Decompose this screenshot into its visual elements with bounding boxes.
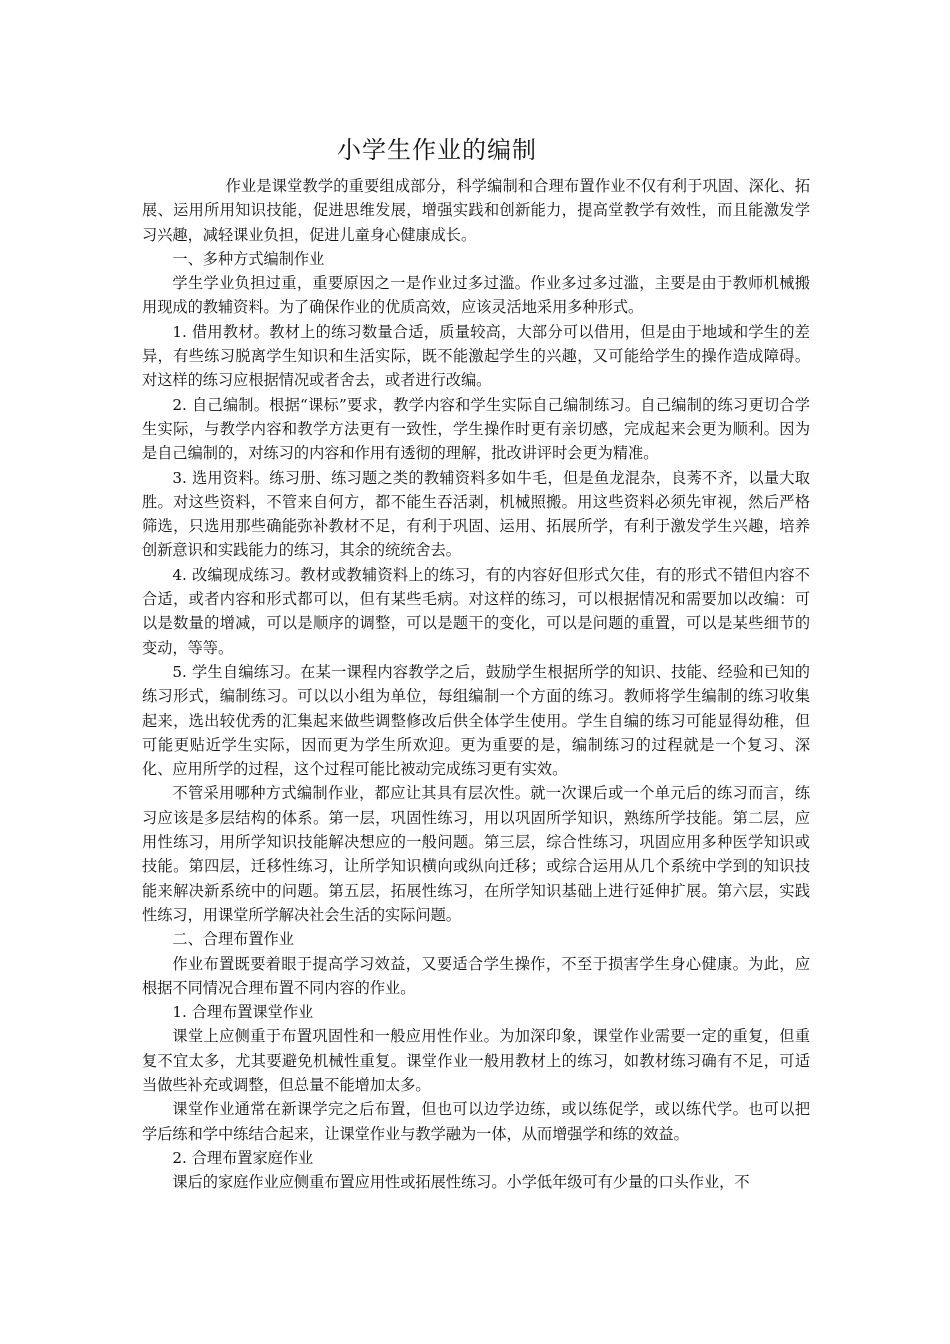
document-title: 小学生作业的编制: [337, 136, 537, 164]
paragraph: 课堂作业通常在新课学完之后布置，但也可以边学边练，或以练促学，或以练代学。也可以把学后练和学中练结合起来，让课堂作业与教学融为一体，从而增强学和练的效益。: [142, 1100, 810, 1143]
paragraph: 3. 选用资料。练习册、练习题之类的教辅资料多如牛毛，但是鱼龙混杂，良莠不齐，以量大取胜。对这些资料，不管来自何方，都不能生吞活剥，机械照搬。用这些资料必须先审视，然后严格筛选，只选用那些确能弥补教材不足，有利于巩固、运用、拓展所学，有利于激发学生兴趣，培养创新意识和实践能力的练习，其余的统统舍去。: [142, 468, 810, 560]
paragraph: 5. 学生自编练习。在某一课程内容教学之后，鼓励学生根据所学的知识、技能、经验和已知的练习形式，编制练习。可以以小组为单位，每组编制一个方面的练习。教师将学生编制的练习收集起来，选出较优秀的汇集起来做些调整修改后供全体学生使用。学生自编的练习可能显得幼稚，但可能更贴近学生实际，因而更为学生所欢迎。更为重要的是，编制练习的过程就是一个复习、深化、应用所学的过程，这个过程可能比被动完成练习更有实效。: [142, 662, 810, 779]
paragraph: 课堂上应侧重于布置巩固性和一般应用性作业。为加深印象，课堂作业需要一定的重复，但重复不宜太多，尤其要避免机械性重复。课堂作业一般用教材上的练习，如教材练习确有不足，可适当做些补充或调整，但总量不能增加太多。: [142, 1027, 810, 1094]
section-heading-1: 一、多种方式编制作业: [172, 249, 325, 268]
subsection-heading-1: 1. 合理布置课堂作业: [172, 1003, 314, 1022]
paragraph: 2. 自己编制。根据“课标”要求，教学内容和学生实际自己编制练习。自己编制的练习更切合学生实际，与教学内容和教学方法更有一致性，学生操作时更有亲切感，完成起来会更为顺利。因为是自己编制的，对练习的内容和作用有透彻的理解，批改讲评时会更为精准。: [142, 395, 810, 463]
paragraph: 1. 借用教材。教材上的练习数量合适，质量较高，大部分可以借用，但是由于地域和学生的差异，有些练习脱离学生知识和生活实际，既不能激起学生的兴趣，又可能给学生的操作造成障碍。对这样的练习应根据情况或者舍去，或者进行改编。: [142, 322, 810, 390]
subsection-heading-2: 2. 合理布置家庭作业: [172, 1148, 314, 1167]
paragraph: 作业布置既要着眼于提高学习效益，又要适合学生操作，不至于损害学生身心健康。为此，应根据不同情况合理布置不同内容的作业。: [142, 954, 810, 997]
paragraph: 不管采用哪种方式编制作业，都应让其具有层次性。就一次课后或一个单元后的练习而言，练习应该是多层结构的体系。第一层，巩固性练习，用以巩固所学知识，熟练所学技能。第二层，应用性练习，用所学知识技能解决想应的一般问题。第三层，综合性练习，巩固应用多种医学知识或技能。第四层，迁移性练习，让所学知识横向或纵向迁移；或综合运用从几个系统中学到的知识技能来解决新系统中的问题。第五层，拓展性练习，在所学知识基础上进行延伸扩展。第六层，实践性练习，用课堂所学解决社会生活的实际问题。: [142, 784, 810, 924]
document-body: [142, 174, 810, 1194]
paragraph: 学生学业负担过重，重要原因之一是作业过多过滥。作业多过多过滥，主要是由于教师机械搬用现成的教辅资料。为了确保作业的优质高效，应该灵活地采用多种形式。: [142, 274, 810, 317]
section-heading-2: 二、合理布置作业: [172, 930, 294, 949]
paragraph: 4. 改编现成练习。教材或教辅资料上的练习，有的内容好但形式欠佳，有的形式不错但内容不合适，或者内容和形式都可以，但有某些毛病。对这样的练习，可以根据情况和需要加以改编：可以是数量的增减，可以是顺序的调整，可以是题干的变化，可以是问题的重置，可以是某些细节的变动，等等。: [142, 565, 810, 657]
intro-paragraph: 作业是课堂教学的重要组成部分，科学编制和合理布置作业不仅有利于巩固、深化、拓展、运用所用知识技能，促进思维发展，增强实践和创新能力，提高堂教学有效性，而且能激发学习兴趣，减轻课业负担，促进儿童身心健康成长。: [142, 177, 810, 244]
paragraph: 课后的家庭作业应侧重布置应用性或拓展性练习。小学低年级可有少量的口头作业，不: [172, 1173, 750, 1192]
